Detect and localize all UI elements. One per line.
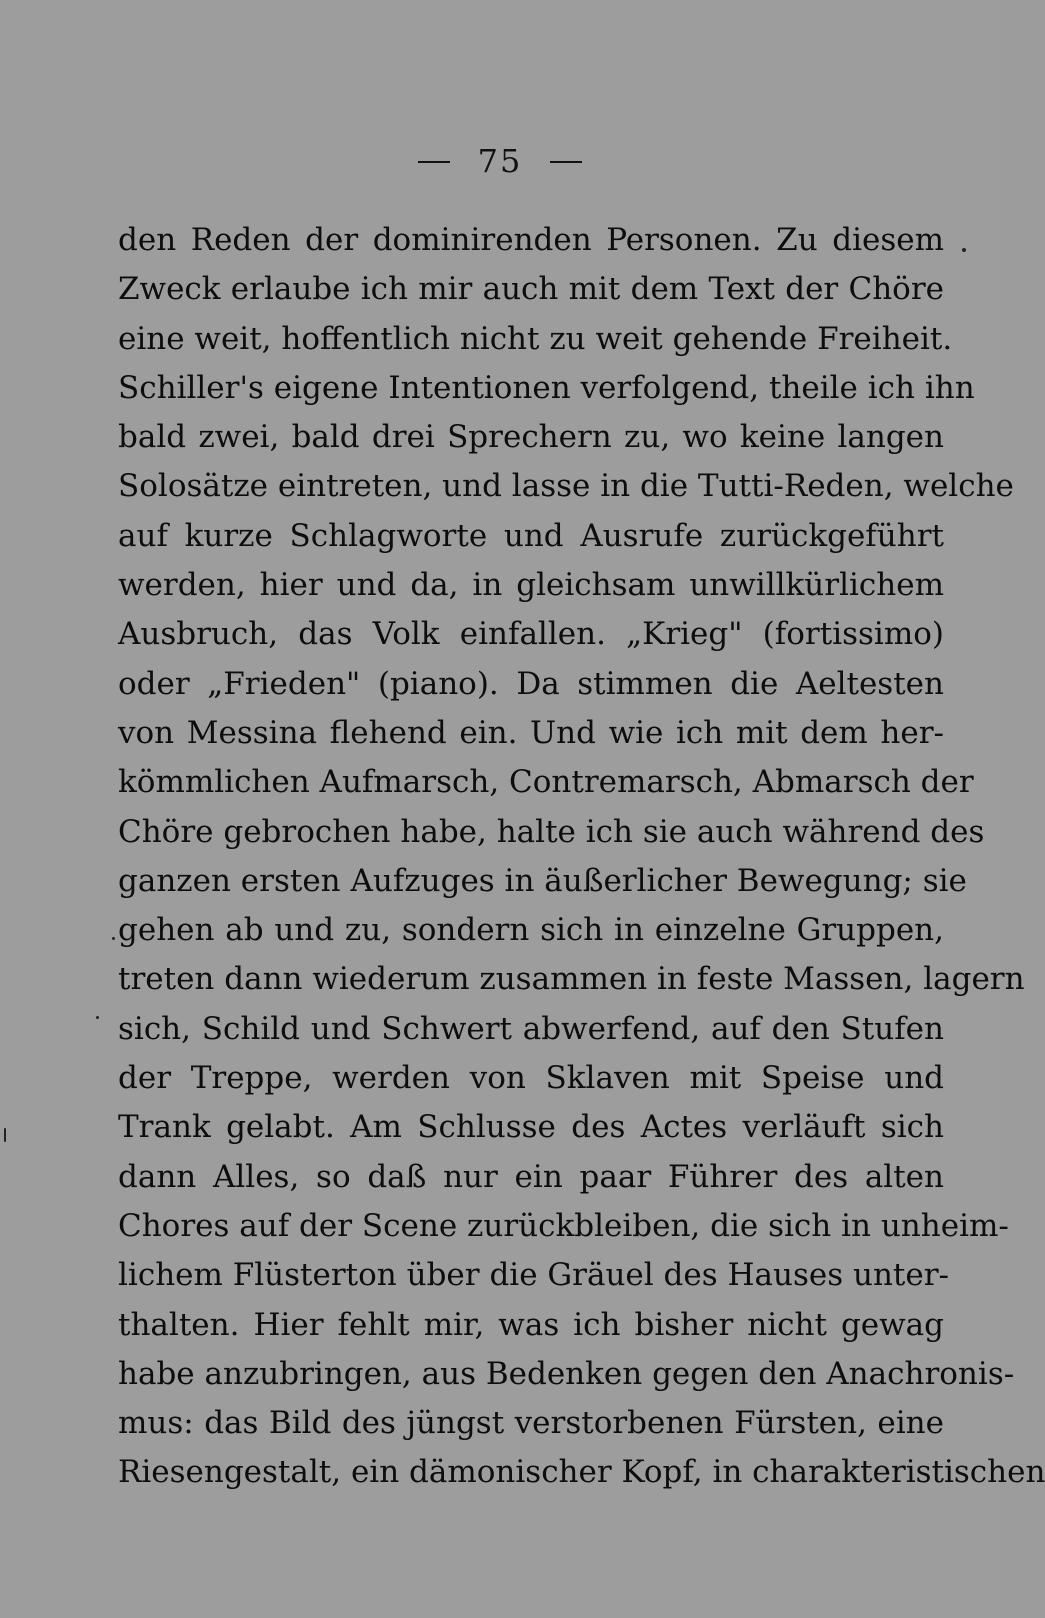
text-line: Schiller's eigene Intentionen verfolgend, theile ich ihn [118, 369, 975, 406]
print-speck [4, 1128, 6, 1142]
text-line: treten dann wiederum zusammen in feste Massen, lagern [118, 961, 1025, 998]
text-line: Riesengestalt, ein dämonischer Kopf, in charakteristischen [118, 1454, 1045, 1491]
text-line: von Messina flehend ein. Und wie ich mit dem her- [118, 714, 944, 751]
text-line: gehen ab und zu, sondern sich in einzelne Gruppen, [118, 912, 944, 949]
text-line: kömmlichen Aufmarsch, Contremarsch, Abmarsch der [118, 764, 974, 801]
text-line: thalten. Hier fehlt mir, was ich bisher nicht gewag [118, 1306, 944, 1343]
right-dash [550, 161, 582, 163]
text-line: sich, Schild und Schwert abwerfend, auf den Stufen [118, 1010, 944, 1047]
left-dash [418, 161, 450, 163]
text-line: den Reden der dominirenden Personen. Zu diesem [118, 222, 944, 258]
print-speck [962, 248, 966, 252]
text-line: Trank gelabt. Am Schlusse des Actes verläuft sich [118, 1109, 944, 1146]
text-line: bald zwei, bald drei Sprechern zu, wo keine langen [118, 419, 944, 456]
print-speck [112, 937, 115, 940]
text-line: ganzen ersten Aufzuges in äußerlicher Bewegung; sie [118, 862, 967, 899]
print-speck [96, 1016, 99, 1019]
body-text [118, 216, 1045, 1498]
page-number-header [0, 142, 1000, 180]
text-line: werden, hier und da, in gleichsam unwillkürlichem [118, 567, 944, 604]
text-line: mus: das Bild des jüngst verstorbenen Fürsten, eine [118, 1405, 944, 1442]
text-line: Solosätze eintreten, und lasse in die Tutti-Reden, welche [118, 468, 1014, 505]
text-line: habe anzubringen, aus Bedenken gegen den Anachronis- [118, 1355, 1015, 1392]
text-line: Chores auf der Scene zurückbleiben, die sich in unheim- [118, 1207, 1009, 1244]
page-number: 75 [477, 142, 523, 180]
text-line: eine weit, hoffentlich nicht zu weit gehende Freiheit. [118, 320, 953, 357]
text-line: Ausbruch, das Volk einfallen. „Krieg" (fortissimo) [118, 616, 944, 653]
text-line: Chöre gebrochen habe, halte ich sie auch während des [118, 813, 985, 850]
text-line: auf kurze Schlagworte und Ausrufe zurückgeführt [118, 517, 944, 554]
text-line: der Treppe, werden von Sklaven mit Speise und [118, 1060, 944, 1097]
text-line: Zweck erlaube ich mir auch mit dem Text der Chöre [118, 271, 944, 308]
text-line: lichem Flüsterton über die Gräuel des Hauses unter- [118, 1257, 950, 1294]
text-line: dann Alles, so daß nur ein paar Führer des alten [118, 1158, 944, 1195]
text-line: oder „Frieden" (piano). Da stimmen die Aeltesten [118, 665, 944, 702]
